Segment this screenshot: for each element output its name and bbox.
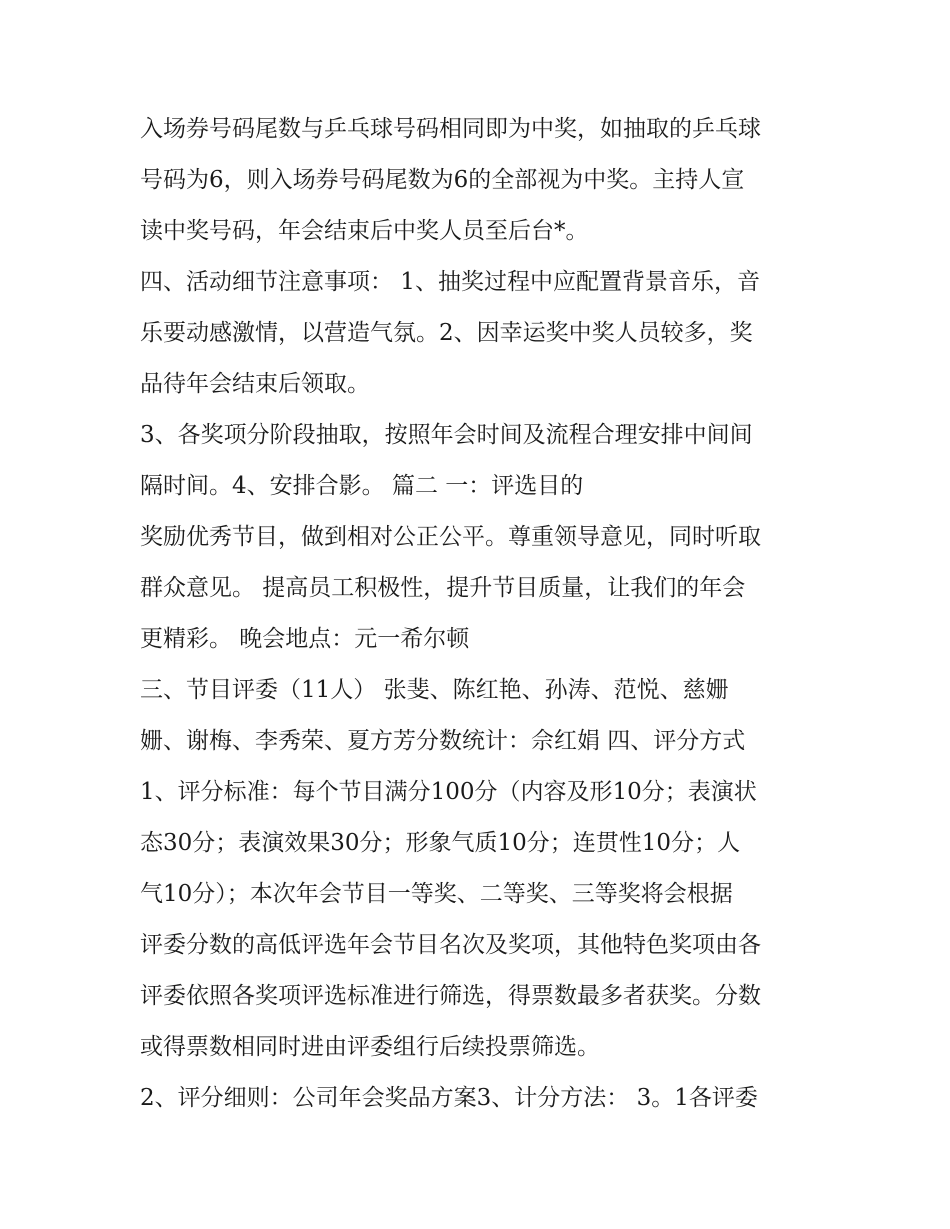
text-line: 号码为6，则入场券号码尾数为6的全部视为中奖。主持人宣: [140, 167, 745, 193]
text-line: 三、节目评委（11人） 张斐、陈红艳、孙涛、范悦、慈姗: [140, 677, 729, 703]
document-body: [140, 104, 820, 1124]
text-line: 态30分；表演效果30分；形象气质10分；连贯性10分；人: [140, 830, 741, 856]
text-line: 四、活动细节注意事项： 1、抽奖过程中应配置背景音乐，音: [140, 269, 760, 295]
text-line: 3、各奖项分阶段抽取，按照年会时间及流程合理安排中间间: [140, 422, 753, 448]
text-line: 乐要动感激情，以营造气氛。2、因幸运奖中奖人员较多，奖: [140, 320, 753, 346]
text-line: 群众意见。 提高员工积极性，提升节目质量，让我们的年会: [140, 575, 746, 601]
text-line: 1、评分标准：每个节目满分100分（内容及形10分；表演状: [140, 779, 757, 805]
text-line: 姗、谢梅、李秀荣、夏方芳分数统计：佘红娟 四、评分方式: [140, 728, 746, 754]
text-line: 评委依照各奖项评选标准进行筛选，得票数最多者获奖。分数: [140, 983, 761, 1009]
text-line: 更精彩。 晚会地点：元一希尔顿: [140, 626, 470, 652]
text-line: 入场券号码尾数与乒乓球号码相同即为中奖，如抽取的乒乓球: [140, 116, 761, 142]
text-line: 评委分数的高低评选年会节目名次及奖项，其他特色奖项由各: [140, 932, 761, 958]
text-line: 品待年会结束后领取。: [140, 371, 370, 397]
text-line: 2、评分细则：公司年会奖品方案3、计分方法： 3。1各评委: [140, 1085, 758, 1111]
text-line: 或得票数相同时进由评委组行后续投票筛选。: [140, 1034, 600, 1060]
text-line: 奖励优秀节目，做到相对公正公平。尊重领导意见，同时听取: [140, 524, 761, 550]
text-line: 隔时间。4、安排合影。 篇二 一：评选目的: [140, 473, 584, 499]
text-line: 读中奖号码，年会结束后中奖人员至后台*。: [140, 218, 589, 244]
text-line: 气10分）；本次年会节目一等奖、二等奖、三等奖将会根据: [140, 881, 733, 907]
